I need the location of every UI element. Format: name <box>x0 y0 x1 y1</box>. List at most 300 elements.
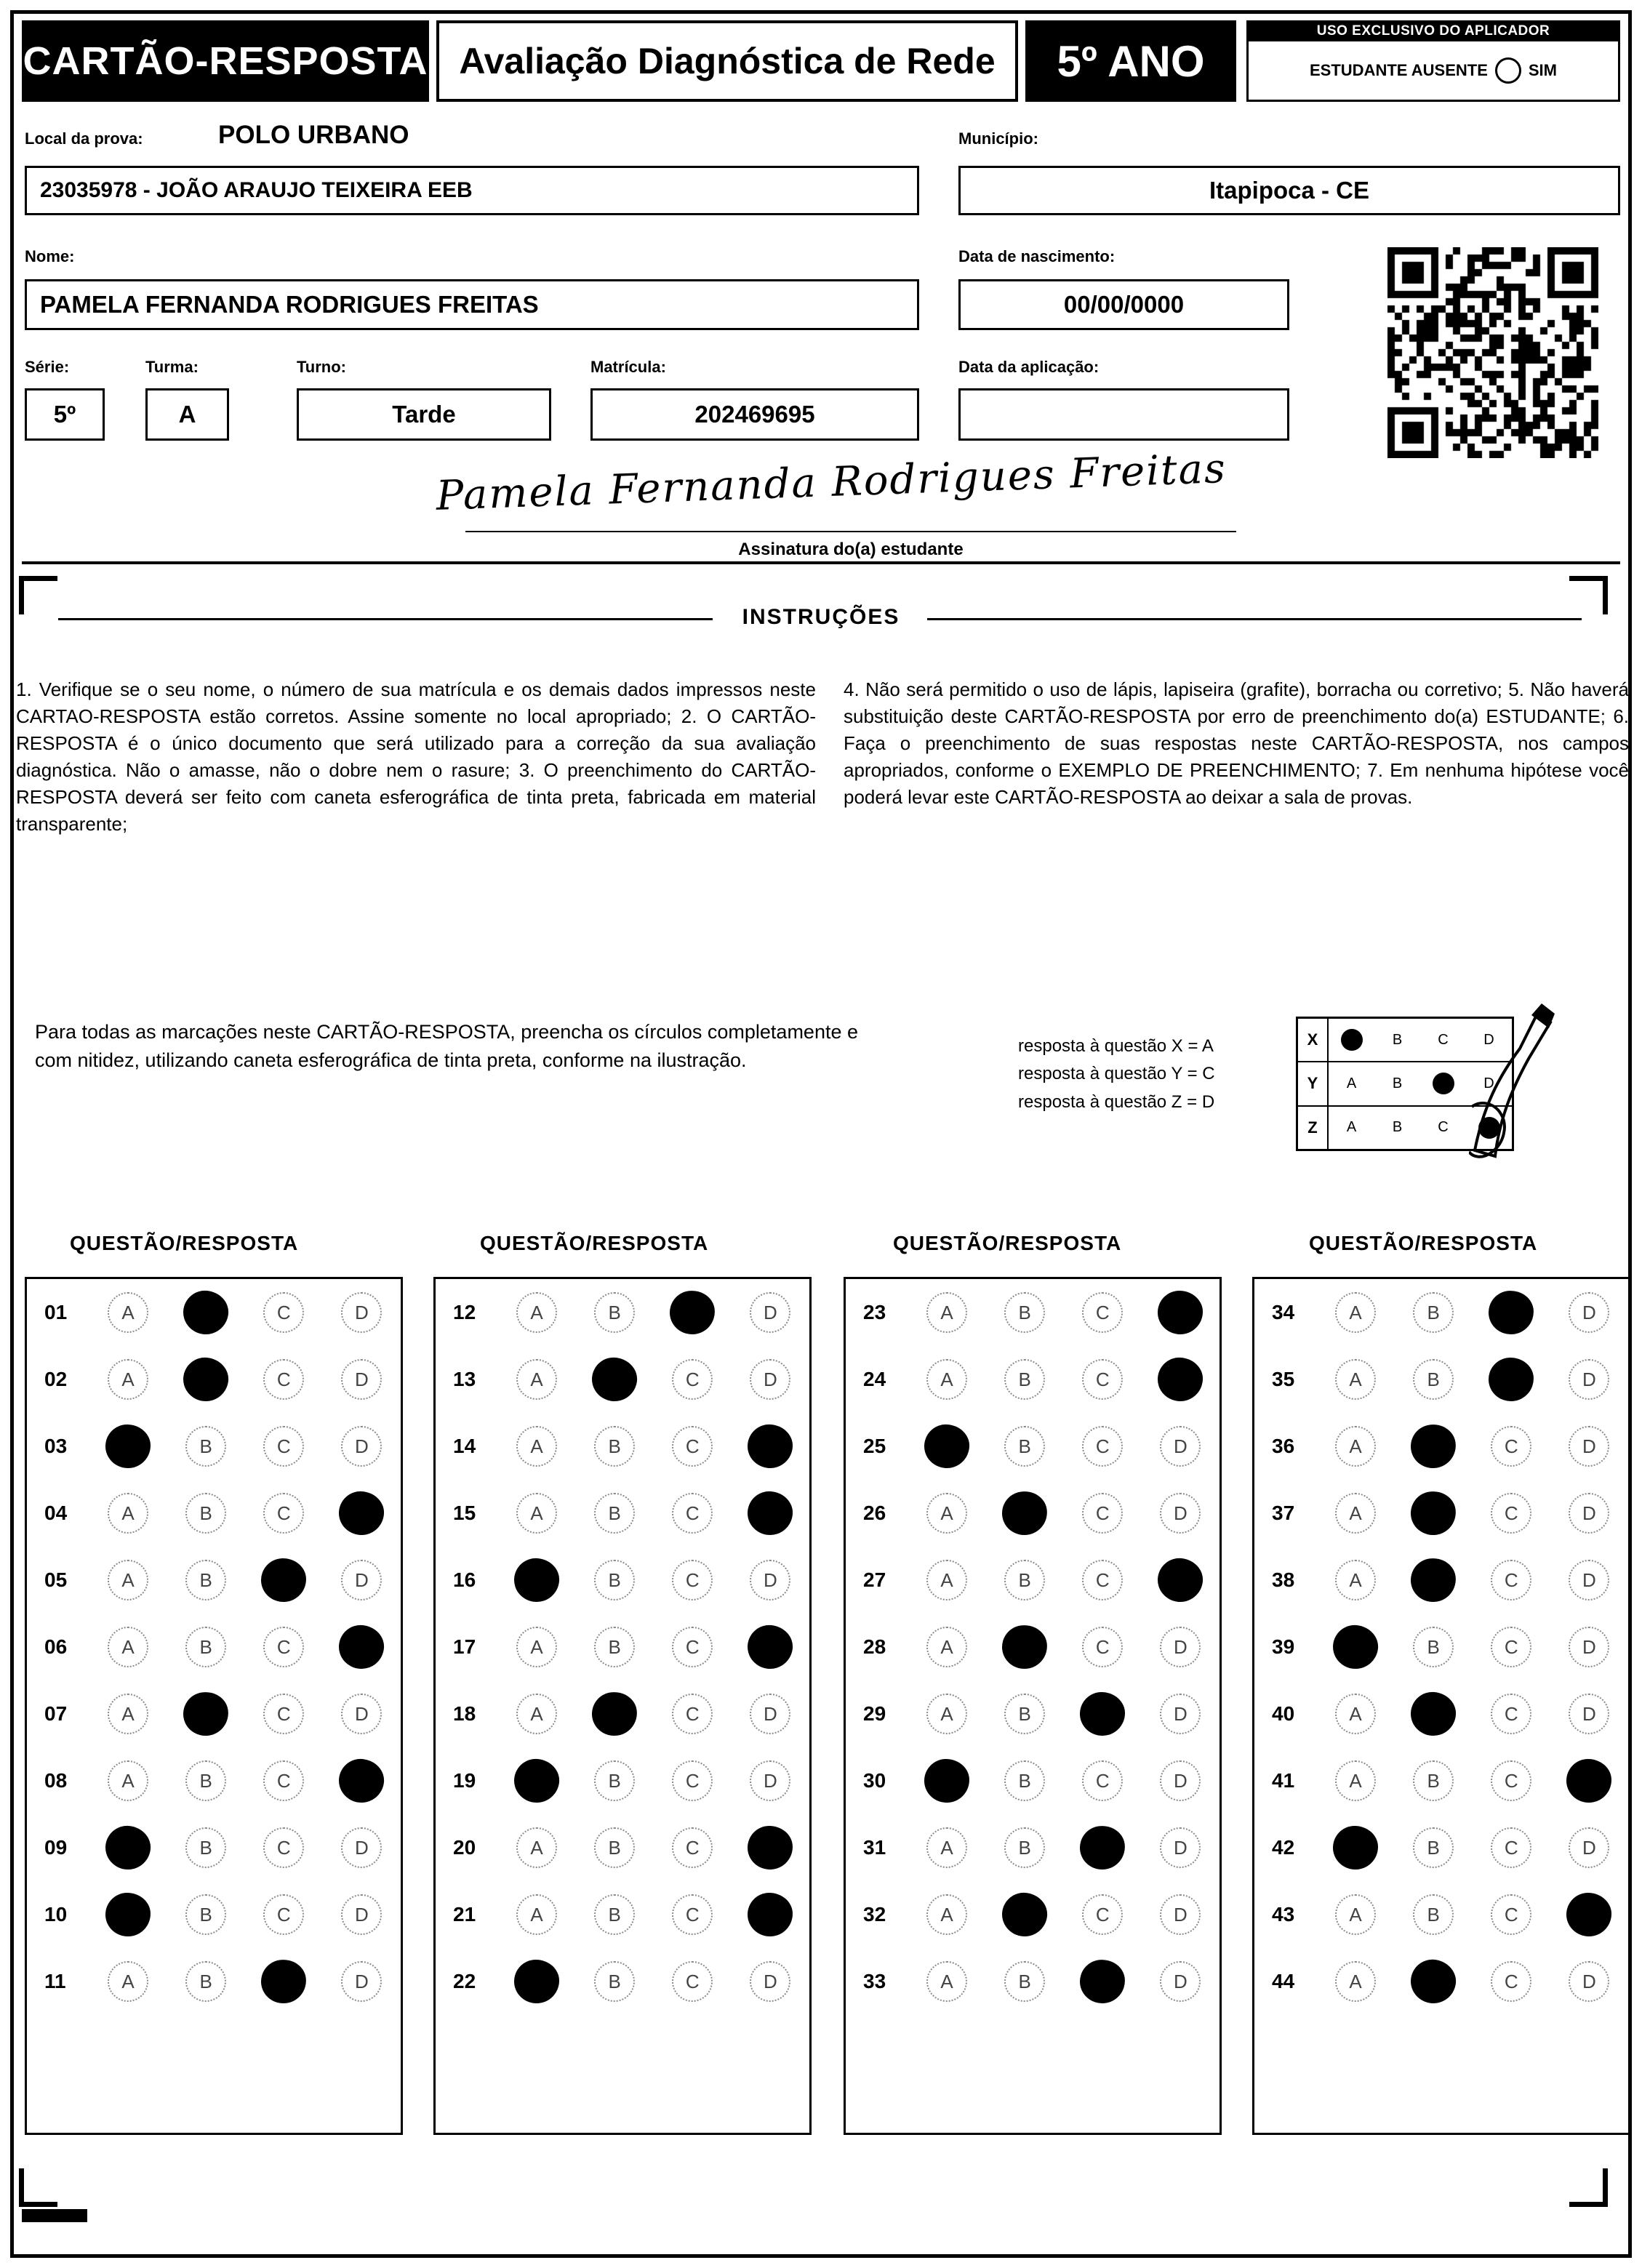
answer-bubble-d[interactable] <box>1142 1822 1220 1874</box>
answer-bubble-b[interactable] <box>986 1822 1064 1874</box>
question-number: 18 <box>453 1702 476 1725</box>
answer-bubble-c[interactable] <box>245 1621 323 1673</box>
answer-bubble-a[interactable] <box>89 1487 167 1539</box>
answer-bubble-a[interactable] <box>1317 1286 1395 1339</box>
answer-bubble-b[interactable] <box>1395 1822 1473 1874</box>
answer-bubble-b[interactable] <box>167 1888 245 1941</box>
bubble-letter: D <box>764 1301 777 1323</box>
answer-bubble-b[interactable] <box>576 1420 654 1472</box>
answer-bubble-d[interactable] <box>1142 1487 1220 1539</box>
answer-bubble-b[interactable] <box>167 1554 245 1606</box>
bubble-letter: D <box>1582 1301 1596 1323</box>
answer-bubble-d[interactable] <box>323 1554 401 1606</box>
answer-row[interactable] <box>436 1814 809 1881</box>
answer-bubble-a[interactable] <box>1317 1688 1395 1740</box>
bubble-letter: A <box>121 1702 135 1725</box>
answer-row[interactable] <box>1254 1747 1628 1814</box>
answer-row[interactable] <box>846 1547 1220 1614</box>
nome-label: Nome: <box>25 247 75 265</box>
answer-bubble-a[interactable] <box>498 1286 576 1339</box>
answer-bubble-c[interactable] <box>1064 1554 1142 1606</box>
question-number: 34 <box>1272 1301 1295 1323</box>
answer-bubble-b[interactable] <box>167 1353 245 1406</box>
answer-bubble-b[interactable] <box>167 1487 245 1539</box>
answer-bubble-d[interactable] <box>732 1487 809 1539</box>
filled-bubble-mark <box>260 1557 308 1603</box>
answer-bubble-c[interactable] <box>245 1420 323 1472</box>
filled-bubble-mark <box>1157 1356 1204 1402</box>
answer-bubble-b[interactable] <box>167 1621 245 1673</box>
answer-bubble-c[interactable] <box>654 1554 732 1606</box>
instructions-rule-right <box>927 618 1582 620</box>
answer-bubble-d[interactable] <box>1550 1420 1628 1472</box>
answer-row[interactable] <box>436 1480 809 1547</box>
answer-bubble-b[interactable] <box>986 1688 1064 1740</box>
answer-bubble-d[interactable] <box>1550 1822 1628 1874</box>
answer-bubble-c[interactable] <box>1473 1420 1550 1472</box>
example-row-label: X <box>1298 1019 1329 1061</box>
answer-bubble-c[interactable] <box>245 1822 323 1874</box>
answer-bubble-a[interactable] <box>908 1822 986 1874</box>
answer-row[interactable] <box>1254 1948 1628 2015</box>
answer-bubble-b[interactable] <box>576 1822 654 1874</box>
answer-bubble-c[interactable] <box>245 1888 323 1941</box>
answer-row[interactable] <box>27 1948 401 2015</box>
answer-bubble-b[interactable] <box>576 1688 654 1740</box>
answer-row[interactable] <box>846 1814 1220 1881</box>
answer-bubble-a[interactable] <box>908 1286 986 1339</box>
answer-row[interactable] <box>27 1881 401 1948</box>
bubble-letter: D <box>355 1970 369 1992</box>
answer-bubble-c[interactable] <box>1473 1888 1550 1941</box>
bubble-letter: A <box>121 1568 135 1591</box>
answer-bubble-b[interactable] <box>576 1955 654 2008</box>
answer-bubble-c[interactable] <box>245 1755 323 1807</box>
answer-bubble-a[interactable] <box>89 1286 167 1339</box>
answer-row[interactable] <box>436 1747 809 1814</box>
answer-bubble-b[interactable] <box>576 1286 654 1339</box>
bubble-letter: D <box>1174 1502 1188 1524</box>
answer-bubble-d[interactable] <box>323 1353 401 1406</box>
answer-bubble-c[interactable] <box>1064 1688 1142 1740</box>
answer-bubble-d[interactable] <box>1550 1353 1628 1406</box>
answer-bubble-b[interactable] <box>986 1955 1064 2008</box>
answer-row[interactable] <box>436 1614 809 1680</box>
answer-column[interactable] <box>844 1277 1222 2135</box>
answer-bubble-c[interactable] <box>1473 1955 1550 2008</box>
answer-row[interactable] <box>436 1948 809 2015</box>
answer-row[interactable] <box>27 1680 401 1747</box>
answer-row[interactable] <box>1254 1547 1628 1614</box>
filled-bubble-mark <box>668 1289 717 1337</box>
bubble-letter: C <box>685 1635 700 1658</box>
example-option: A <box>1346 1075 1357 1091</box>
bubble-letter: A <box>121 1301 135 1323</box>
bubble-letter: A <box>1349 1970 1362 1992</box>
answer-column[interactable] <box>1252 1277 1630 2135</box>
answer-column[interactable] <box>25 1277 403 2135</box>
answer-bubble-d[interactable] <box>1142 1755 1220 1807</box>
answer-bubble-d[interactable] <box>323 1822 401 1874</box>
answer-bubble-b[interactable] <box>167 1822 245 1874</box>
answer-bubble-b[interactable] <box>576 1554 654 1606</box>
answer-bubble-d[interactable] <box>323 1487 401 1539</box>
answer-bubble-b[interactable] <box>576 1621 654 1673</box>
question-number: 28 <box>863 1635 886 1658</box>
answer-bubble-b[interactable] <box>167 1755 245 1807</box>
answer-bubble-a[interactable] <box>908 1353 986 1406</box>
filled-bubble-mark <box>924 1423 971 1469</box>
filled-bubble-mark <box>1080 1691 1126 1736</box>
answer-bubble-b[interactable] <box>1395 1286 1473 1339</box>
answer-bubble-a[interactable] <box>89 1621 167 1673</box>
answer-bubble-b[interactable] <box>576 1353 654 1406</box>
bubble-letter: D <box>1174 1903 1188 1926</box>
answer-bubble-c[interactable] <box>654 1955 732 2008</box>
instructions-column-left: 1. Verifique se o seu nome, o número de sua matrícula e os demais dados impressos neste CARTAO-RESPOSTA estão corretos. Assine somente no local apropriado; 2. O CARTÃO-RESPOSTA é o único documento que será utilizado para a correção da sua avaliação diagnóstica. Não o amasse, não o dobre nem o rasure; 3. O preenchimento do CARTÃO-RESPOSTA deverá ser feito com caneta esferográfica de tinta preta, fabricada em material transparente; <box>16 678 816 835</box>
answer-row[interactable] <box>27 1279 401 1346</box>
answer-bubble-b[interactable] <box>167 1955 245 2008</box>
bubble-letter: D <box>764 1702 777 1725</box>
answer-bubble-c[interactable] <box>1064 1955 1142 2008</box>
answer-bubble-c[interactable] <box>1064 1822 1142 1874</box>
answer-bubble-d[interactable] <box>732 1822 809 1874</box>
absent-bubble-icon[interactable] <box>1495 57 1521 84</box>
question-number: 29 <box>863 1702 886 1725</box>
filled-bubble-mark <box>1408 1957 1459 2007</box>
answer-bubble-a[interactable] <box>89 1755 167 1807</box>
answer-bubble-a[interactable] <box>1317 1955 1395 2008</box>
answer-bubble-c[interactable] <box>245 1353 323 1406</box>
answer-bubble-c[interactable] <box>1473 1487 1550 1539</box>
answer-bubble-c[interactable] <box>245 1554 323 1606</box>
bubble-letter: A <box>121 1769 135 1792</box>
bubble-letter: A <box>940 1702 953 1725</box>
answer-bubble-c[interactable] <box>1473 1621 1550 1673</box>
answer-row[interactable] <box>1254 1346 1628 1413</box>
answer-bubble-a[interactable] <box>1317 1487 1395 1539</box>
answer-bubble-d[interactable] <box>1550 1487 1628 1539</box>
answer-bubble-d[interactable] <box>732 1688 809 1740</box>
answer-bubble-d[interactable] <box>1142 1955 1220 2008</box>
answer-bubble-d[interactable] <box>732 1955 809 2008</box>
bubble-letter: D <box>1582 1970 1596 1992</box>
question-number: 31 <box>863 1836 886 1859</box>
answer-bubble-d[interactable] <box>323 1888 401 1941</box>
answer-bubble-d[interactable] <box>1550 1554 1628 1606</box>
answer-bubble-a[interactable] <box>498 1955 576 2008</box>
answer-bubble-a[interactable] <box>89 1420 167 1472</box>
answer-bubble-d[interactable] <box>732 1888 809 1941</box>
answer-row[interactable] <box>436 1680 809 1747</box>
answer-row[interactable] <box>846 1346 1220 1413</box>
filled-bubble-mark <box>1000 1622 1050 1671</box>
answer-bubble-d[interactable] <box>732 1621 809 1673</box>
answer-bubble-c[interactable] <box>654 1487 732 1539</box>
answer-bubble-d[interactable] <box>1142 1688 1220 1740</box>
bubble-letter: B <box>608 1903 621 1926</box>
answer-bubble-d[interactable] <box>732 1286 809 1339</box>
answer-bubble-a[interactable] <box>89 1353 167 1406</box>
answer-bubble-c[interactable] <box>245 1688 323 1740</box>
answer-bubble-b[interactable] <box>1395 1621 1473 1673</box>
answer-row[interactable] <box>846 1279 1220 1346</box>
answer-bubble-b[interactable] <box>1395 1353 1473 1406</box>
filled-bubble-mark <box>1488 1356 1535 1402</box>
answer-bubble-a[interactable] <box>498 1822 576 1874</box>
answer-bubble-d[interactable] <box>1142 1888 1220 1941</box>
answer-bubble-c[interactable] <box>1473 1554 1550 1606</box>
answer-bubble-a[interactable] <box>908 1688 986 1740</box>
answer-row[interactable] <box>27 1814 401 1881</box>
card-title: CARTÃO-RESPOSTA <box>22 20 429 102</box>
answer-bubble-b[interactable] <box>1395 1420 1473 1472</box>
answer-bubble-a[interactable] <box>498 1621 576 1673</box>
answer-bubble-b[interactable] <box>167 1688 245 1740</box>
answer-bubble-a[interactable] <box>89 1688 167 1740</box>
answer-bubble-a[interactable] <box>908 1621 986 1673</box>
answer-row[interactable] <box>846 1480 1220 1547</box>
question-number: 20 <box>453 1836 476 1859</box>
answer-row[interactable] <box>27 1614 401 1680</box>
answer-bubble-b[interactable] <box>986 1487 1064 1539</box>
answer-bubble-d[interactable] <box>1142 1420 1220 1472</box>
answer-bubble-a[interactable] <box>498 1755 576 1807</box>
answer-row[interactable] <box>27 1547 401 1614</box>
example-legend-line: resposta à questão Y = C <box>1018 1064 1215 1084</box>
filled-bubble-mark <box>103 1823 153 1872</box>
answer-row[interactable] <box>27 1480 401 1547</box>
answer-bubble-d[interactable] <box>732 1554 809 1606</box>
answer-bubble-c[interactable] <box>245 1286 323 1339</box>
answer-bubble-b[interactable] <box>986 1420 1064 1472</box>
answer-row[interactable] <box>1254 1881 1628 1948</box>
answer-bubble-d[interactable] <box>732 1755 809 1807</box>
answer-bubble-a[interactable] <box>908 1487 986 1539</box>
answer-bubble-d[interactable] <box>323 1688 401 1740</box>
municipio-field: Itapipoca - CE <box>958 166 1620 215</box>
answer-bubble-a[interactable] <box>498 1554 576 1606</box>
answer-row[interactable] <box>436 1346 809 1413</box>
answer-bubble-b[interactable] <box>167 1420 245 1472</box>
answer-row[interactable] <box>436 1881 809 1948</box>
answer-bubble-b[interactable] <box>1395 1688 1473 1740</box>
answer-row[interactable] <box>1254 1814 1628 1881</box>
bubble-letter: B <box>199 1568 212 1591</box>
answer-bubble-b[interactable] <box>1395 1554 1473 1606</box>
local-field: 23035978 - JOÃO ARAUJO TEIXEIRA EEB <box>25 166 919 215</box>
answer-bubble-b[interactable] <box>576 1487 654 1539</box>
answer-bubble-d[interactable] <box>1142 1554 1220 1606</box>
answer-bubble-b[interactable] <box>986 1621 1064 1673</box>
turma-label: Turma: <box>145 358 199 376</box>
answer-bubble-c[interactable] <box>1473 1822 1550 1874</box>
answer-bubble-a[interactable] <box>1317 1888 1395 1941</box>
bubble-letter: A <box>121 1502 135 1524</box>
answer-bubble-c[interactable] <box>654 1755 732 1807</box>
filled-bubble-mark <box>924 1758 970 1803</box>
bubble-letter: A <box>940 1903 953 1926</box>
question-number: 41 <box>1272 1769 1295 1792</box>
serie-label: Série: <box>25 358 70 376</box>
answer-bubble-c[interactable] <box>245 1487 323 1539</box>
answer-bubble-c[interactable] <box>245 1955 323 2008</box>
answer-bubble-c[interactable] <box>1064 1420 1142 1472</box>
answer-bubble-a[interactable] <box>498 1487 576 1539</box>
answer-bubble-a[interactable] <box>1317 1755 1395 1807</box>
answer-bubble-c[interactable] <box>654 1822 732 1874</box>
answer-bubble-d[interactable] <box>323 1420 401 1472</box>
answer-bubble-a[interactable] <box>89 1554 167 1606</box>
answer-bubble-c[interactable] <box>1473 1755 1550 1807</box>
signature-line <box>465 531 1236 532</box>
answer-bubble-c[interactable] <box>1064 1621 1142 1673</box>
bubble-letter: B <box>1018 1769 1031 1792</box>
answer-bubble-a[interactable] <box>498 1688 576 1740</box>
answer-bubble-c[interactable] <box>1064 1888 1142 1941</box>
answer-bubble-d[interactable] <box>1550 1888 1628 1941</box>
answer-bubble-d[interactable] <box>1550 1955 1628 2008</box>
answer-bubble-d[interactable] <box>1142 1286 1220 1339</box>
bubble-letter: B <box>608 1502 621 1524</box>
answer-bubble-c[interactable] <box>654 1353 732 1406</box>
answer-bubble-b[interactable] <box>986 1755 1064 1807</box>
answer-bubble-c[interactable] <box>654 1688 732 1740</box>
answer-bubble-a[interactable] <box>908 1420 986 1472</box>
question-number: 25 <box>863 1435 886 1457</box>
answer-bubble-a[interactable] <box>1317 1353 1395 1406</box>
question-number: 04 <box>44 1502 68 1524</box>
answer-bubble-d[interactable] <box>323 1621 401 1673</box>
example-option: B <box>1392 1031 1403 1048</box>
answer-row[interactable] <box>1254 1614 1628 1680</box>
answer-bubble-a[interactable] <box>908 1554 986 1606</box>
answer-bubble-d[interactable] <box>1142 1621 1220 1673</box>
answer-bubble-d[interactable] <box>323 1755 401 1807</box>
answer-bubble-c[interactable] <box>1473 1286 1550 1339</box>
answer-bubble-c[interactable] <box>654 1888 732 1941</box>
answer-row[interactable] <box>846 1614 1220 1680</box>
answer-bubble-a[interactable] <box>1317 1621 1395 1673</box>
answer-bubble-c[interactable] <box>1473 1688 1550 1740</box>
answer-bubble-a[interactable] <box>89 1888 167 1941</box>
answer-bubble-b[interactable] <box>1395 1487 1473 1539</box>
answer-row[interactable] <box>27 1346 401 1413</box>
answer-bubble-d[interactable] <box>323 1286 401 1339</box>
answer-bubble-b[interactable] <box>1395 1755 1473 1807</box>
answer-bubble-d[interactable] <box>1142 1353 1220 1406</box>
answer-bubble-a[interactable] <box>498 1420 576 1472</box>
answer-bubble-c[interactable] <box>1064 1755 1142 1807</box>
answer-bubble-c[interactable] <box>1064 1487 1142 1539</box>
bubble-letter: C <box>685 1769 700 1792</box>
answer-bubble-d[interactable] <box>1550 1621 1628 1673</box>
question-number: 27 <box>863 1568 886 1591</box>
question-number: 19 <box>453 1769 476 1792</box>
answer-row[interactable] <box>1254 1480 1628 1547</box>
example-legend-line: resposta à questão Z = D <box>1018 1091 1215 1112</box>
answer-bubble-c[interactable] <box>1064 1353 1142 1406</box>
answer-bubble-d[interactable] <box>1550 1755 1628 1807</box>
answer-bubble-a[interactable] <box>89 1822 167 1874</box>
answer-bubble-d[interactable] <box>323 1955 401 2008</box>
bubble-letter: A <box>1349 1435 1362 1457</box>
answer-bubble-a[interactable] <box>908 1888 986 1941</box>
bubble-letter: A <box>1349 1702 1362 1725</box>
filled-bubble-mark <box>1408 1488 1459 1538</box>
answer-row[interactable] <box>1254 1680 1628 1747</box>
answer-bubble-b[interactable] <box>167 1286 245 1339</box>
answer-column[interactable] <box>433 1277 812 2135</box>
bubble-letter: A <box>1349 1502 1362 1524</box>
filled-bubble-mark <box>745 1623 795 1671</box>
bubble-letter: A <box>530 1702 543 1725</box>
question-number: 10 <box>44 1903 68 1926</box>
answer-row[interactable] <box>846 1680 1220 1747</box>
answer-bubble-b[interactable] <box>986 1554 1064 1606</box>
answer-row[interactable] <box>27 1413 401 1480</box>
answer-row[interactable] <box>1254 1279 1628 1346</box>
bubble-letter: C <box>276 1635 291 1658</box>
answer-bubble-b[interactable] <box>576 1888 654 1941</box>
bubble-letter: C <box>1095 1903 1110 1926</box>
question-number: 32 <box>863 1903 886 1926</box>
answer-bubble-a[interactable] <box>1317 1822 1395 1874</box>
serie-field: 5º <box>25 388 105 441</box>
answer-bubble-c[interactable] <box>654 1286 732 1339</box>
answer-bubble-d[interactable] <box>1550 1286 1628 1339</box>
answer-bubble-a[interactable] <box>89 1955 167 2008</box>
answer-bubble-a[interactable] <box>908 1955 986 2008</box>
answer-row[interactable] <box>436 1547 809 1614</box>
answer-row[interactable] <box>846 1881 1220 1948</box>
answer-bubble-d[interactable] <box>732 1353 809 1406</box>
answer-row[interactable] <box>846 1948 1220 2015</box>
section-divider <box>22 561 1620 564</box>
answer-bubble-b[interactable] <box>1395 1888 1473 1941</box>
answer-bubble-b[interactable] <box>576 1755 654 1807</box>
answer-bubble-c[interactable] <box>654 1621 732 1673</box>
answer-bubble-a[interactable] <box>908 1755 986 1807</box>
answer-bubble-c[interactable] <box>654 1420 732 1472</box>
bubble-letter: B <box>1427 1368 1440 1390</box>
filled-bubble-mark <box>513 1557 561 1603</box>
answer-bubble-c[interactable] <box>1473 1353 1550 1406</box>
answer-bubble-b[interactable] <box>1395 1955 1473 2008</box>
answer-bubble-b[interactable] <box>986 1888 1064 1941</box>
answer-bubble-b[interactable] <box>986 1286 1064 1339</box>
answer-row[interactable] <box>436 1413 809 1480</box>
answer-row[interactable] <box>846 1413 1220 1480</box>
answer-bubble-a[interactable] <box>498 1353 576 1406</box>
answer-row[interactable] <box>27 1747 401 1814</box>
answer-bubble-a[interactable] <box>1317 1420 1395 1472</box>
answer-bubble-c[interactable] <box>1064 1286 1142 1339</box>
answer-row[interactable] <box>846 1747 1220 1814</box>
answer-bubble-a[interactable] <box>498 1888 576 1941</box>
bubble-letter: D <box>1582 1836 1596 1859</box>
answer-bubble-d[interactable] <box>732 1420 809 1472</box>
answer-row[interactable] <box>436 1279 809 1346</box>
filled-bubble-mark <box>1566 1759 1611 1803</box>
answer-bubble-d[interactable] <box>1550 1688 1628 1740</box>
question-number: 23 <box>863 1301 886 1323</box>
answer-row[interactable] <box>1254 1413 1628 1480</box>
bubble-letter: A <box>1349 1903 1362 1926</box>
answer-bubble-a[interactable] <box>1317 1554 1395 1606</box>
bubble-letter: A <box>530 1301 543 1323</box>
answer-bubble-b[interactable] <box>986 1353 1064 1406</box>
